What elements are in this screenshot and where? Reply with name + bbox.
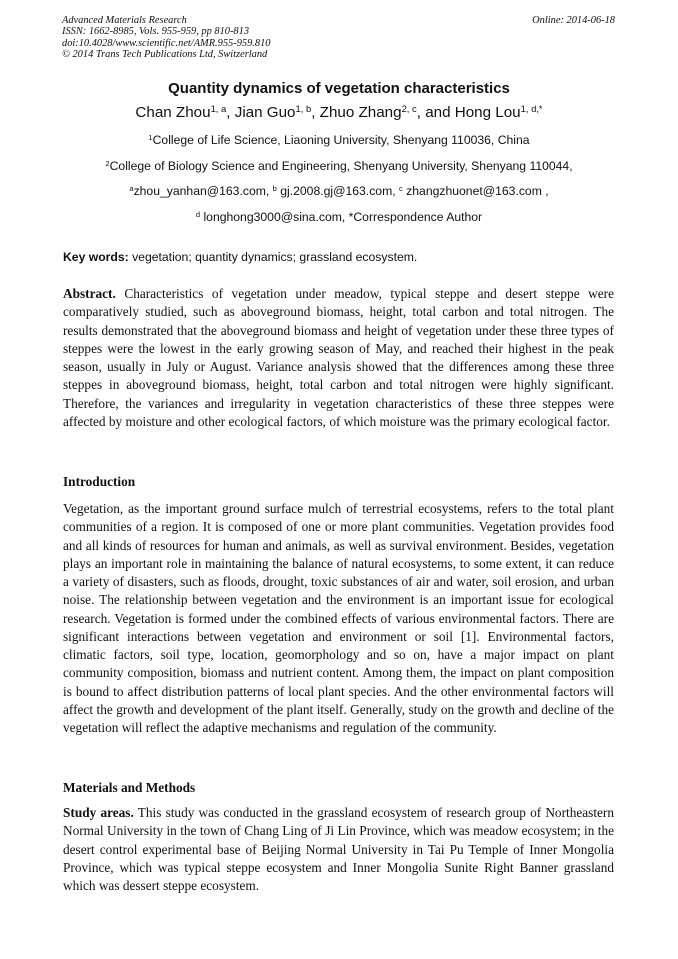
study-areas-text: This study was conducted in the grassland ecosystem of research group of Northeastern Normal University in the town of Chang Ling of Ji Lin Province, which was meadow ecosystem; in the desert control experimental base of Beijing Normal University in Tai Pu Temple of Inner Mongolia Province, which was typical steppe ecosystem and Inner Mongolia Sunite Right Banner grassland which was dessert steppe ecosystem. [63, 805, 614, 893]
email-text: longhong3000@sina.com, *Correspondence Author [200, 210, 483, 224]
affiliation-text: College of Life Science, Liaoning University, Shenyang 110036, China [152, 133, 530, 147]
journal-header [62, 15, 270, 60]
email-sup: b [272, 183, 277, 193]
introduction-paragraph: Vegetation, as the important ground surface mulch of terrestrial ecosystems, refers to the total plant communities of a region. It is composed of one or more plant communities. Vegetation provides food and all kinds of resources for human and animals, as well as survival environment. Besides, vegetation plays an important role in maintaining the balance of natural ecosystems, to some extent, it can reduce a variety of disasters, such as floods, drought, toxic substances of air and water, soil erosion, and urban noise. The relationship between vegetation and the environment is an important issue for ecological research. Vegetation is formed under the combined effects of various environmental factors. There are significant interactions between vegetation and environment or soil [1]. Environmental factors, climatic factors, soil type, location, geomorphology and so on, have a major impact on plant community composition, biomass and nutrient content. Among them, the impact on plant composition is bound to affect distribution patterns of local plant species. And the other environmental factors will affect the growth and development of the plant itself. Generally, study on the growth and decline of the vegetation will reflect the adaptive mechanisms and regulation of the community. [63, 501, 614, 735]
author-name: Hong Lou [454, 104, 521, 121]
email-text: zhou_yanhan@163.com, [133, 184, 273, 198]
email-line-correspondence [0, 210, 678, 225]
paper-title: Quantity dynamics of vegetation characteristics [168, 80, 510, 97]
keywords [63, 250, 417, 265]
journal-name: Advanced Materials Research [62, 15, 187, 26]
email-text: zhangzhuonet@163.com , [402, 184, 549, 198]
author-sup: 2, c [401, 102, 417, 114]
affiliation-text: College of Biology Science and Engineering, Shenyang University, Shenyang 110044, [109, 159, 573, 173]
doi-line: doi:10.4028/www.scientific.net/AMR.955-959.810 [62, 37, 271, 49]
introduction-heading: Introduction [63, 474, 136, 489]
copyright-line: © 2014 Trans Tech Publications Ltd, Switzerland [62, 48, 268, 60]
email-line [0, 184, 678, 199]
study-areas-paragraph [63, 804, 614, 895]
keywords-label: Key words: [63, 250, 129, 264]
author-sup: 1, b [295, 102, 312, 114]
author-sep: , [226, 104, 235, 121]
email-text: gj.2008.gj@163.com, [276, 184, 399, 198]
methods-heading: Materials and Methods [63, 780, 196, 795]
affiliation-1 [0, 133, 678, 148]
abstract-paragraph [63, 285, 614, 431]
author-sep: , [311, 104, 320, 121]
email-sup: c [399, 183, 403, 193]
abstract-text: Characteristics of vegetation under meadow, typical steppe and desert steppe were comparatively studied, such as aboveground biomass, height, total carbon and total nitrogen. The results demonstrated that the aboveground biomass and height of vegetation under these three types of steppes were the lowest in the early growing season of May, and reached their highest in the peak season, usually in July or August. Variance analysis showed that the differences among these three steppes in aboveground biomass, height, total carbon and total nitrogen were highly significant. Therefore, the variances and irregularity in vegetation characteristics of these three steppes were affected by moisture and other ecological factors, of which moisture was the primary ecological factor. [63, 286, 614, 429]
author-list [0, 103, 678, 123]
author-and: , and [416, 104, 455, 121]
author-name: Jian Guo [234, 104, 296, 121]
author-name: Zhuo Zhang [319, 104, 402, 121]
author-sup: 1, d,* [520, 102, 543, 114]
affiliation-sup: 2 [105, 158, 110, 168]
author-name: Chan Zhou [135, 104, 211, 121]
affiliation-sup: 1 [148, 132, 153, 142]
online-date: Online: 2014-06-18 [532, 15, 615, 26]
abstract-label: Abstract. [63, 286, 116, 301]
author-sup: 1, a [210, 102, 227, 114]
keywords-text: vegetation; quantity dynamics; grassland ecosystem. [128, 250, 418, 264]
study-areas-label: Study areas. [63, 805, 134, 820]
affiliation-2 [0, 159, 678, 174]
issn-line: ISSN: 1662-8985, Vols. 955-959, pp 810-813 [62, 26, 250, 38]
email-sup: a [129, 183, 134, 193]
email-sup: d [195, 209, 201, 219]
